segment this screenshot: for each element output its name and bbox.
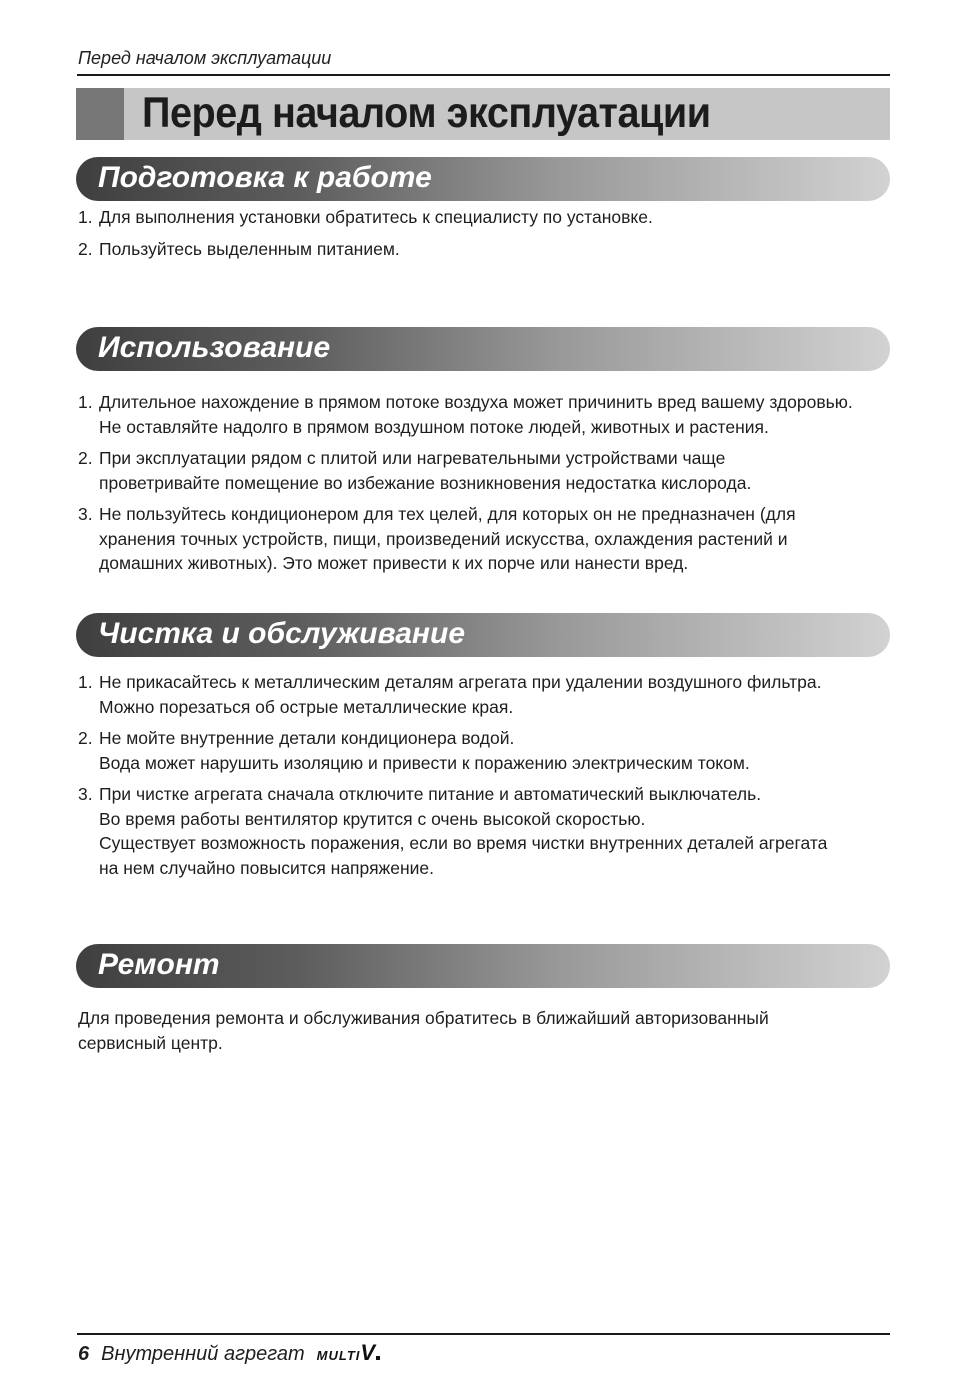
item-line: При эксплуатации рядом с плитой или нагревательными устройствами чаще bbox=[99, 448, 726, 468]
cleaning-list bbox=[78, 670, 890, 887]
item-number: 3. bbox=[78, 784, 93, 804]
section-header-preparation bbox=[76, 157, 890, 201]
item-line: домашних животных). Это может привести к их порче или нанести вред. bbox=[99, 553, 689, 573]
item-number: 2. bbox=[78, 448, 93, 468]
section-header-repair bbox=[76, 944, 890, 988]
page-title-band bbox=[76, 88, 890, 140]
item-number: 2. bbox=[78, 728, 93, 748]
item-line: Вода может нарушить изоляцию и привести к поражению электрическим током. bbox=[99, 752, 750, 773]
item-line: Не прикасайтесь к металлическим деталям агрегата при удалении воздушного фильтра. bbox=[99, 672, 822, 692]
list-item bbox=[78, 782, 890, 880]
page-footer bbox=[78, 1340, 380, 1366]
multi-v-logo: MULTIV bbox=[317, 1340, 380, 1366]
paragraph-line: сервисный центр. bbox=[78, 1032, 223, 1053]
item-line: Для выполнения установки обратитесь к специалисту по установке. bbox=[99, 207, 653, 227]
page-number: 6 bbox=[78, 1343, 90, 1365]
title-tab-marker bbox=[76, 88, 124, 140]
list-item bbox=[78, 390, 890, 439]
section-title: Чистка и обслуживание bbox=[98, 617, 466, 650]
section-title: Использование bbox=[98, 331, 331, 364]
running-header: Перед началом эксплуатации bbox=[78, 48, 332, 68]
item-line: Во время работы вентилятор крутится с очень высокой скоростью. bbox=[99, 808, 646, 829]
item-line: При чистке агрегата сначала отключите питание и автоматический выключатель. bbox=[99, 784, 762, 804]
preparation-list bbox=[78, 205, 890, 268]
footer-text: Внутренний агрегат bbox=[101, 1343, 305, 1365]
item-number: 2. bbox=[78, 238, 93, 259]
list-item bbox=[78, 446, 890, 495]
usage-list bbox=[78, 390, 890, 583]
item-line: хранения точных устройств, пищи, произведений искусства, охлаждения растений и bbox=[99, 528, 788, 549]
section-header-usage bbox=[76, 327, 890, 371]
item-line: Длительное нахождение в прямом потоке воздуха может причинить вред вашему здоровью. bbox=[99, 392, 853, 412]
item-number: 1. bbox=[78, 672, 93, 692]
top-divider bbox=[77, 74, 890, 76]
item-number: 1. bbox=[78, 392, 93, 412]
item-line: Не мойте внутренние детали кондиционера водой. bbox=[99, 728, 515, 748]
list-item bbox=[78, 670, 890, 719]
paragraph-line: Для проведения ремонта и обслуживания обратитесь в ближайший авторизованный bbox=[78, 1008, 769, 1028]
section-title: Ремонт bbox=[98, 948, 220, 981]
bottom-divider bbox=[77, 1333, 890, 1335]
item-line: Не пользуйтесь кондиционером для тех целей, для которых он не предназначен (для bbox=[99, 504, 796, 524]
section-header-cleaning bbox=[76, 613, 890, 657]
item-line: на нем случайно повысится напряжение. bbox=[99, 857, 435, 878]
repair-paragraph bbox=[78, 1006, 878, 1055]
list-item bbox=[78, 502, 890, 576]
item-line: Существует возможность поражения, если во время чистки внутренних деталей агрегата bbox=[99, 833, 828, 853]
item-line: Не оставляйте надолго в прямом воздушном потоке людей, животных и растения. bbox=[99, 416, 769, 437]
item-number: 3. bbox=[78, 504, 93, 524]
list-item bbox=[78, 726, 890, 775]
list-item bbox=[78, 237, 890, 262]
item-line: проветривайте помещение во избежание возникновения недостатка кислорода. bbox=[99, 472, 752, 493]
item-number: 1. bbox=[78, 207, 93, 227]
list-item bbox=[78, 205, 890, 230]
page-title: Перед началом эксплуатации bbox=[142, 89, 711, 137]
item-line: Можно порезаться об острые металлические края. bbox=[99, 696, 514, 717]
item-line: Пользуйтесь выделенным питанием. bbox=[99, 238, 400, 259]
section-title: Подготовка к работе bbox=[98, 161, 432, 194]
